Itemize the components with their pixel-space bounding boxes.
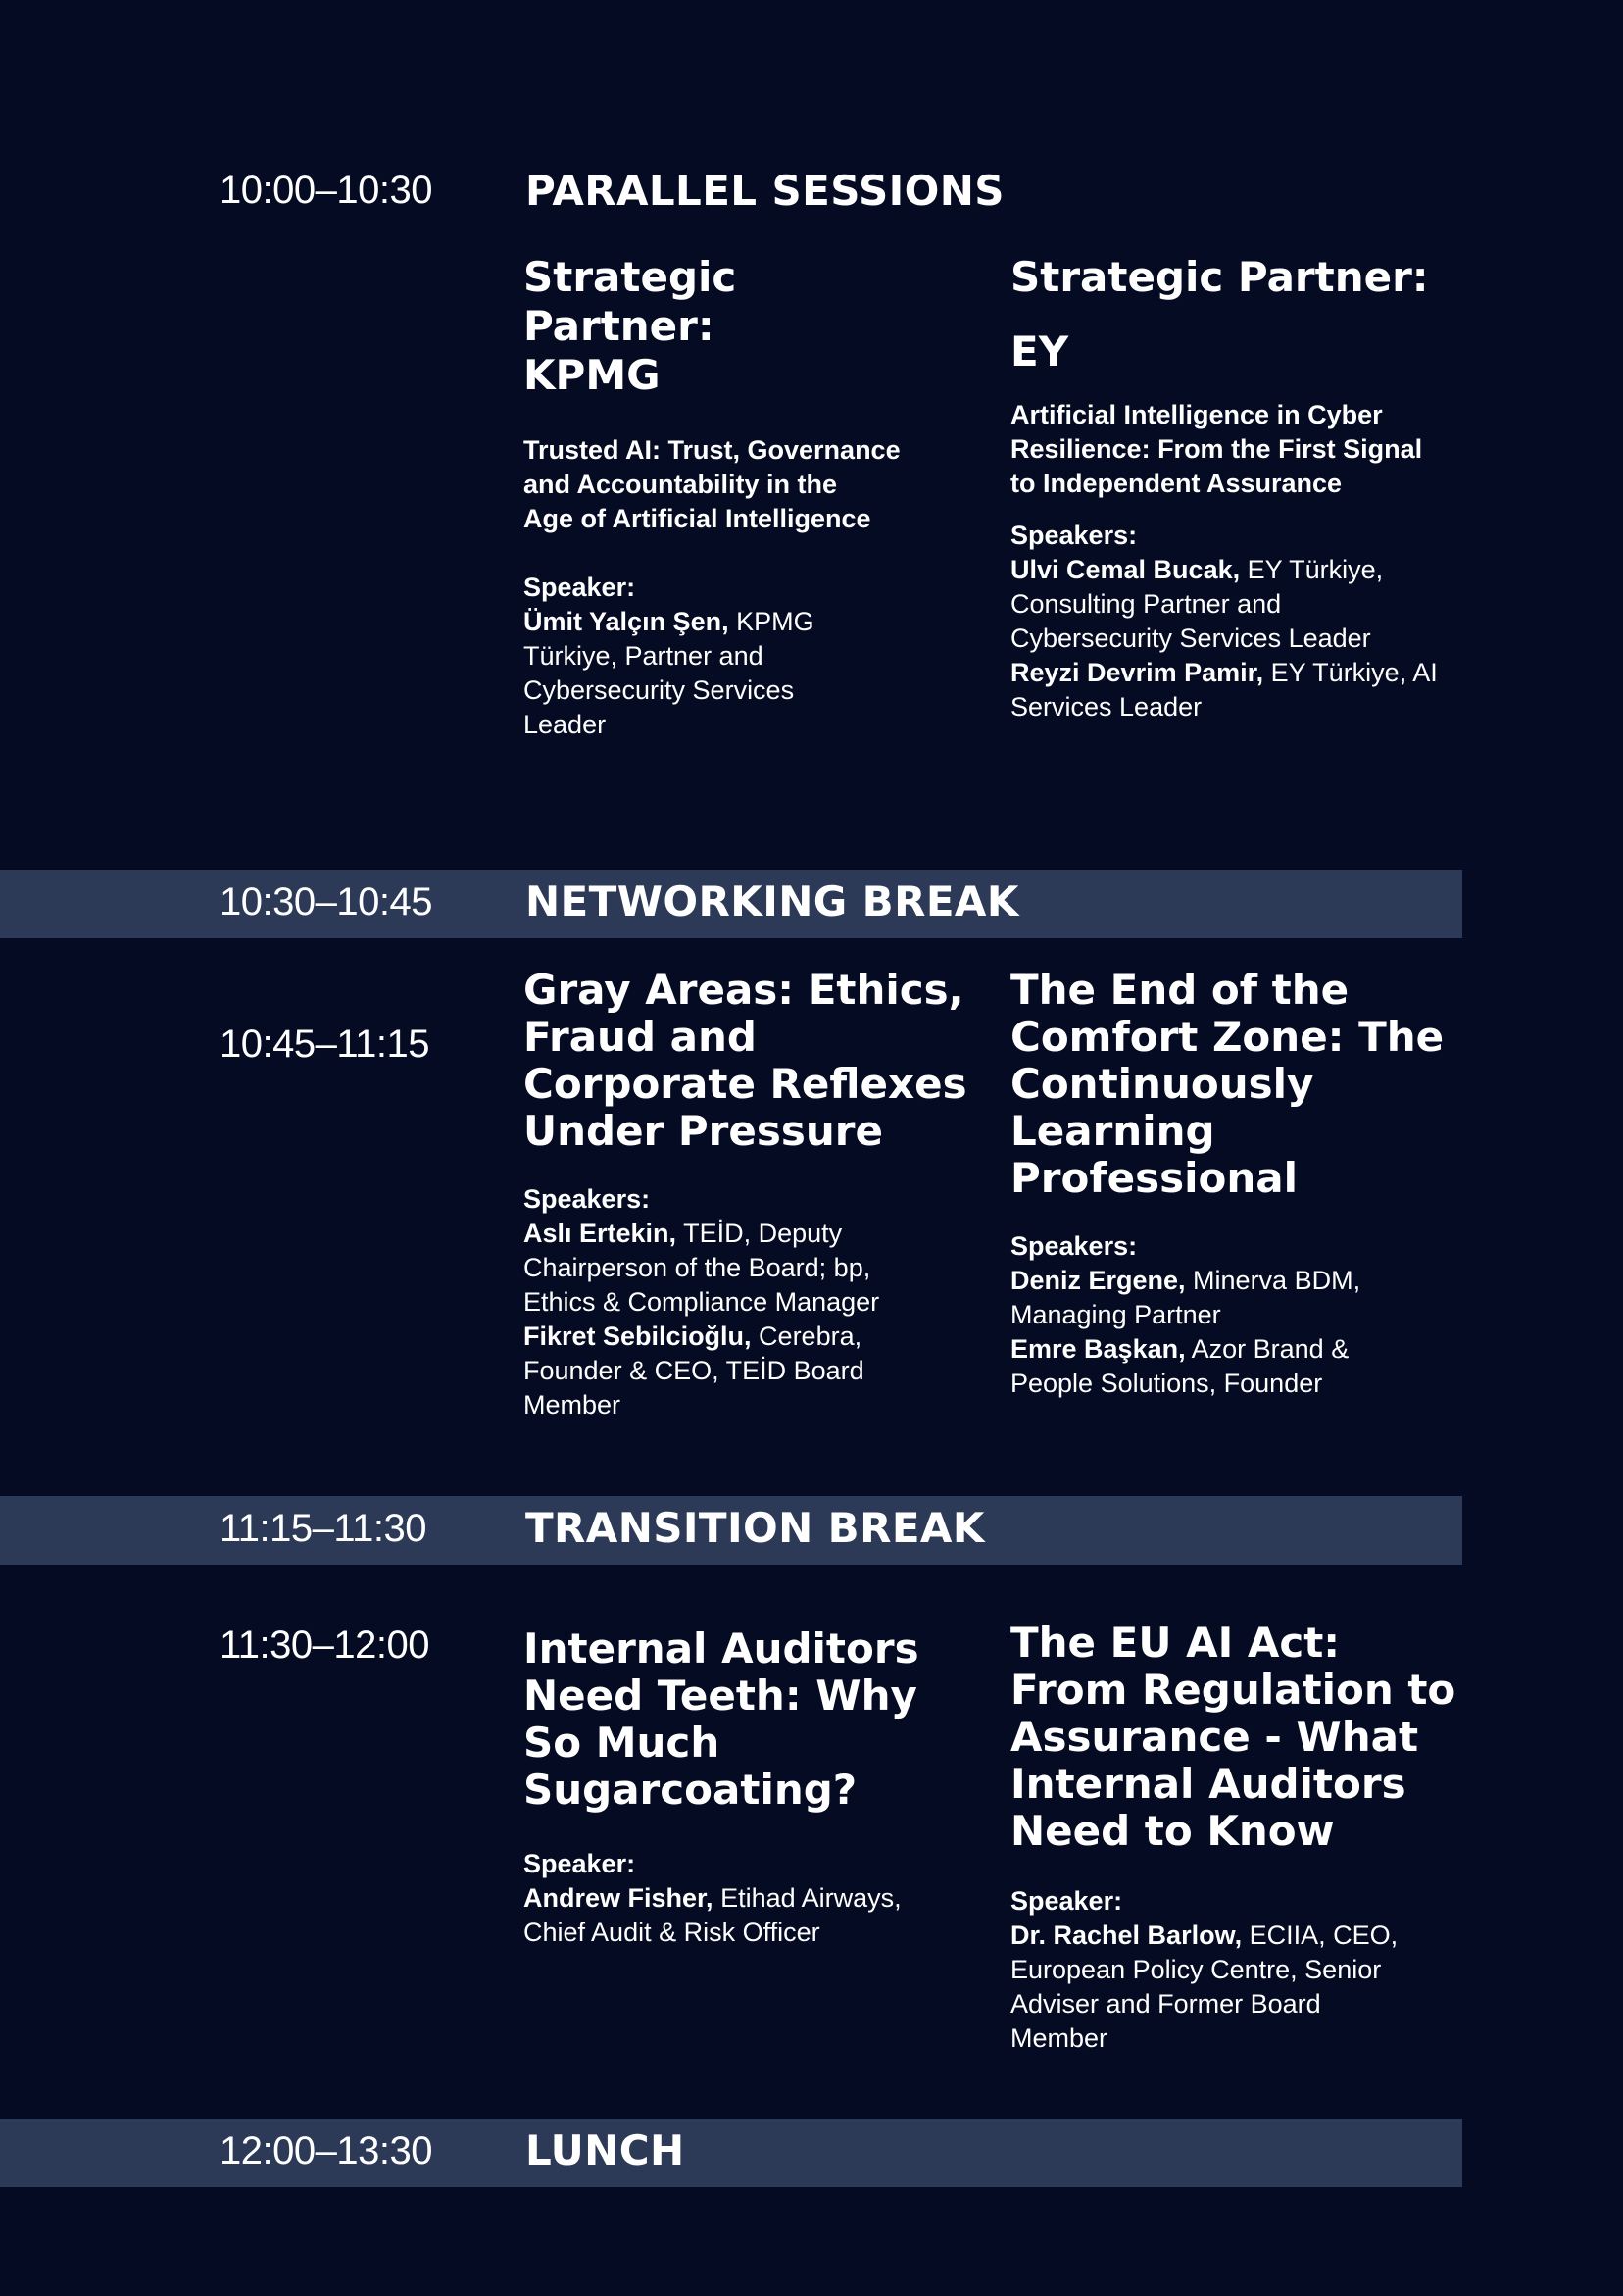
topic-line: Resilience: From the First Signal [1010, 434, 1423, 464]
speaker-role: Consulting Partner and [1010, 589, 1282, 619]
title-line: Learning [1010, 1107, 1215, 1155]
session-card-kpmg [523, 253, 955, 742]
session-card-ey [1010, 253, 1471, 724]
title-line: Need to Know [1010, 1807, 1335, 1855]
title-line: Continuously [1010, 1060, 1314, 1108]
speaker-name: Aslı Ertekin, [523, 1219, 677, 1248]
session-title [1010, 1620, 1471, 1855]
speaker-role: Member [523, 1390, 621, 1420]
topic-line: and Accountability in the [523, 470, 838, 499]
speaker-role: Cybersecurity Services Leader [1010, 624, 1371, 653]
title-line: Professional [1010, 1154, 1298, 1202]
speaker-role: Cybersecurity Services [523, 675, 795, 705]
slot-heading: LUNCH [525, 2126, 685, 2174]
speaker-label: Speaker: [1010, 1886, 1123, 1916]
speaker-name: Ulvi Cemal Bucak, [1010, 555, 1241, 584]
title-line: Partner: [523, 302, 714, 350]
session-title [523, 1625, 984, 1814]
speaker-entry [1010, 656, 1471, 724]
session-title [1010, 967, 1471, 1202]
speaker-role: European Policy Centre, Senior [1010, 1955, 1382, 1984]
speaker-entry [523, 1320, 994, 1423]
speaker-label: Speakers: [1010, 521, 1138, 550]
speaker-label: Speaker: [523, 1849, 636, 1878]
speaker-role: EY Türkiye, [1240, 555, 1384, 584]
slot-time: 10:30–10:45 [220, 880, 432, 923]
speaker-role: Etihad Airways, [713, 1883, 902, 1913]
slot-heading: PARALLEL SESSIONS [525, 167, 1005, 215]
speaker-role: Ethics & Compliance Manager [523, 1287, 880, 1317]
title-line: From Regulation to [1010, 1666, 1456, 1714]
slot-time: 11:30–12:00 [220, 1623, 429, 1667]
title-line: Internal Auditors [523, 1624, 919, 1672]
title-line: The EU AI Act: [1010, 1619, 1341, 1667]
speaker-name: Emre Başkan, [1010, 1334, 1186, 1364]
topic-line: Age of Artificial Intelligence [523, 504, 871, 533]
title-line: So Much [523, 1719, 720, 1767]
slot-heading: NETWORKING BREAK [525, 877, 1019, 925]
title-line: Fraud and [523, 1013, 757, 1061]
session-title [1010, 253, 1471, 376]
speaker-entry [1010, 553, 1471, 656]
speaker-entry [1010, 1919, 1471, 2056]
speaker-name: Deniz Ergene, [1010, 1266, 1186, 1295]
speaker-role: TEİD, Deputy [676, 1219, 843, 1248]
topic-line: Artificial Intelligence in Cyber [1010, 400, 1383, 429]
session-card-ethics [523, 967, 994, 1423]
speaker-role: Azor Brand & [1185, 1334, 1350, 1364]
title-line: Strategic Partner: [1010, 253, 1429, 301]
session-topic [1010, 398, 1471, 501]
title-line: Need Teeth: Why [523, 1672, 917, 1720]
slot-time: 12:00–13:30 [220, 2129, 432, 2172]
title-line: EY [1010, 327, 1069, 375]
speaker-entry [523, 1881, 984, 1950]
title-line: Strategic [523, 253, 737, 301]
speaker-name: Dr. Rachel Barlow, [1010, 1921, 1243, 1950]
title-line: Internal Auditors [1010, 1760, 1406, 1808]
speaker-name: Reyzi Devrim Pamir, [1010, 658, 1264, 687]
title-line: Assurance - What [1010, 1713, 1419, 1761]
slot-time: 11:15–11:30 [220, 1507, 427, 1550]
speaker-entry [523, 605, 955, 742]
title-line: The End of the [1010, 966, 1350, 1014]
speaker-role: EY Türkiye, AI [1263, 658, 1438, 687]
speaker-name: Ümit Yalçın Şen, [523, 607, 729, 636]
speaker-role: Türkiye, Partner and [523, 641, 763, 671]
title-line: Gray Areas: Ethics, [523, 966, 964, 1014]
speaker-role: ECIIA, CEO, [1242, 1921, 1399, 1950]
speaker-role: Minerva BDM, [1185, 1266, 1361, 1295]
title-line: Under Pressure [523, 1107, 883, 1155]
speaker-role: Leader [523, 710, 607, 739]
session-card-eu-ai-act [1010, 1620, 1471, 2056]
speaker-entry [523, 1217, 994, 1320]
topic-line: to Independent Assurance [1010, 469, 1343, 498]
slot-heading: TRANSITION BREAK [525, 1504, 985, 1552]
title-line: KPMG [523, 351, 661, 399]
speaker-role: Founder & CEO, TEİD Board [523, 1356, 864, 1385]
speaker-role: People Solutions, Founder [1010, 1369, 1323, 1398]
title-line: Comfort Zone: The [1010, 1013, 1445, 1061]
speaker-label: Speakers: [1010, 1231, 1138, 1261]
title-line: Corporate Reflexes [523, 1060, 967, 1108]
slot-time: 10:45–11:15 [220, 1023, 429, 1066]
topic-line: Trusted AI: Trust, Governance [523, 435, 901, 465]
slot-time: 10:00–10:30 [220, 169, 432, 212]
speaker-name: Andrew Fisher, [523, 1883, 713, 1913]
speaker-role: Cerebra, [751, 1322, 862, 1351]
speaker-label: Speaker: [523, 573, 636, 602]
speaker-role: KPMG [728, 607, 814, 636]
session-card-comfort-zone [1010, 967, 1471, 1401]
session-title [523, 967, 994, 1155]
speaker-role: Adviser and Former Board [1010, 1989, 1321, 2019]
title-line: Sugarcoating? [523, 1766, 858, 1814]
speaker-name: Fikret Sebilcioğlu, [523, 1322, 752, 1351]
speaker-role: Chief Audit & Risk Officer [523, 1918, 820, 1947]
speaker-role: Chairperson of the Board; bp, [523, 1253, 871, 1282]
session-card-internal-auditors [523, 1625, 984, 1950]
speaker-label: Speakers: [523, 1184, 651, 1214]
session-topic [523, 433, 955, 536]
speaker-entry [1010, 1332, 1471, 1401]
speaker-role: Managing Partner [1010, 1300, 1221, 1329]
session-title [523, 253, 955, 400]
speaker-entry [1010, 1264, 1471, 1332]
speaker-role: Member [1010, 2023, 1108, 2053]
speaker-role: Services Leader [1010, 692, 1203, 722]
